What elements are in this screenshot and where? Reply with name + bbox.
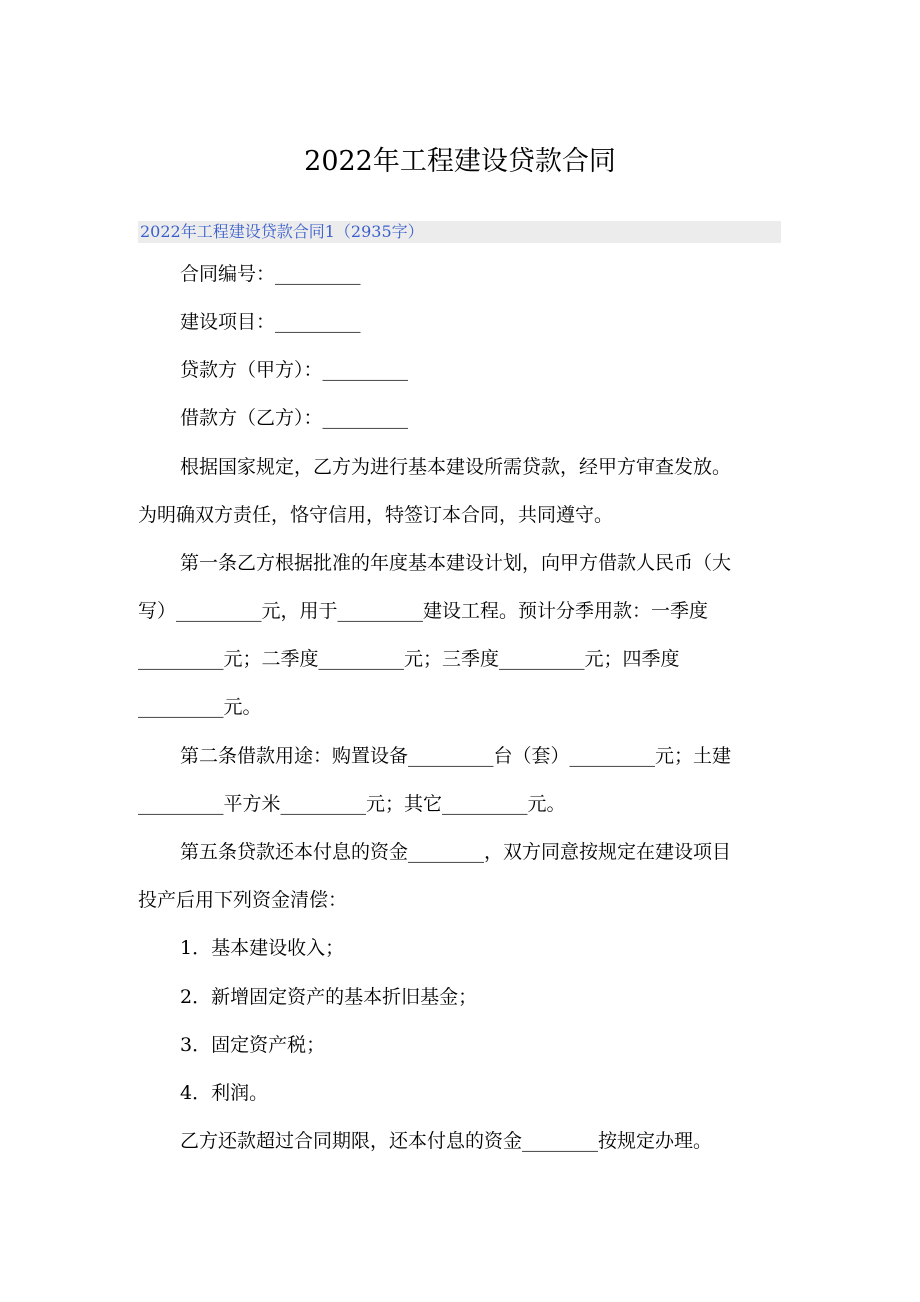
article-2-line: 第二条借款用途：购置设备_________台（套）_________元；土建 — [180, 745, 732, 767]
article-5-line: 第五条贷款还本付息的资金________，双方同意按规定在建设项目 — [180, 841, 732, 863]
preamble-line: 为明确双方责任，恪守信用，特签订本合同，共同遵守。 — [138, 504, 614, 526]
document-title: 2022年工程建设贷款合同 — [304, 146, 616, 177]
field-lender: 贷款方（甲方）：_________ — [180, 359, 409, 381]
field-borrower: 借款方（乙方）：_________ — [180, 407, 409, 429]
repayment-item: 1．基本建设收入； — [180, 937, 345, 959]
article-1-line: 第一条乙方根据批准的年度基本建设计划，向甲方借款人民币（大 — [180, 552, 732, 574]
article-1-line: _________元；二季度_________元；三季度_________元；四季度 — [138, 648, 680, 670]
repayment-item: 2．新增固定资产的基本折旧基金； — [180, 986, 478, 1008]
closing-line: 乙方还款超过合同期限，还本付息的资金________按规定办理。 — [180, 1130, 713, 1152]
repayment-item: 4．利润。 — [180, 1082, 269, 1104]
field-contract-number: 合同编号：_________ — [180, 263, 361, 285]
preamble-line: 根据国家规定，乙方为进行基本建设所需贷款，经甲方审查发放。 — [180, 456, 732, 478]
section-heading: 2022年工程建设贷款合同1（2935字） — [138, 221, 781, 243]
article-5-line: 投产后用下列资金清偿： — [138, 889, 348, 911]
repayment-item: 3．固定资产税； — [180, 1034, 326, 1056]
article-1-line: _________元。 — [138, 696, 262, 718]
article-1-line: 写）_________元，用于_________建设工程。预计分季用款：一季度 — [138, 600, 709, 622]
field-construction-project: 建设项目：_________ — [180, 311, 361, 333]
article-2-line: _________平方米_________元；其它_________元。 — [138, 793, 566, 815]
